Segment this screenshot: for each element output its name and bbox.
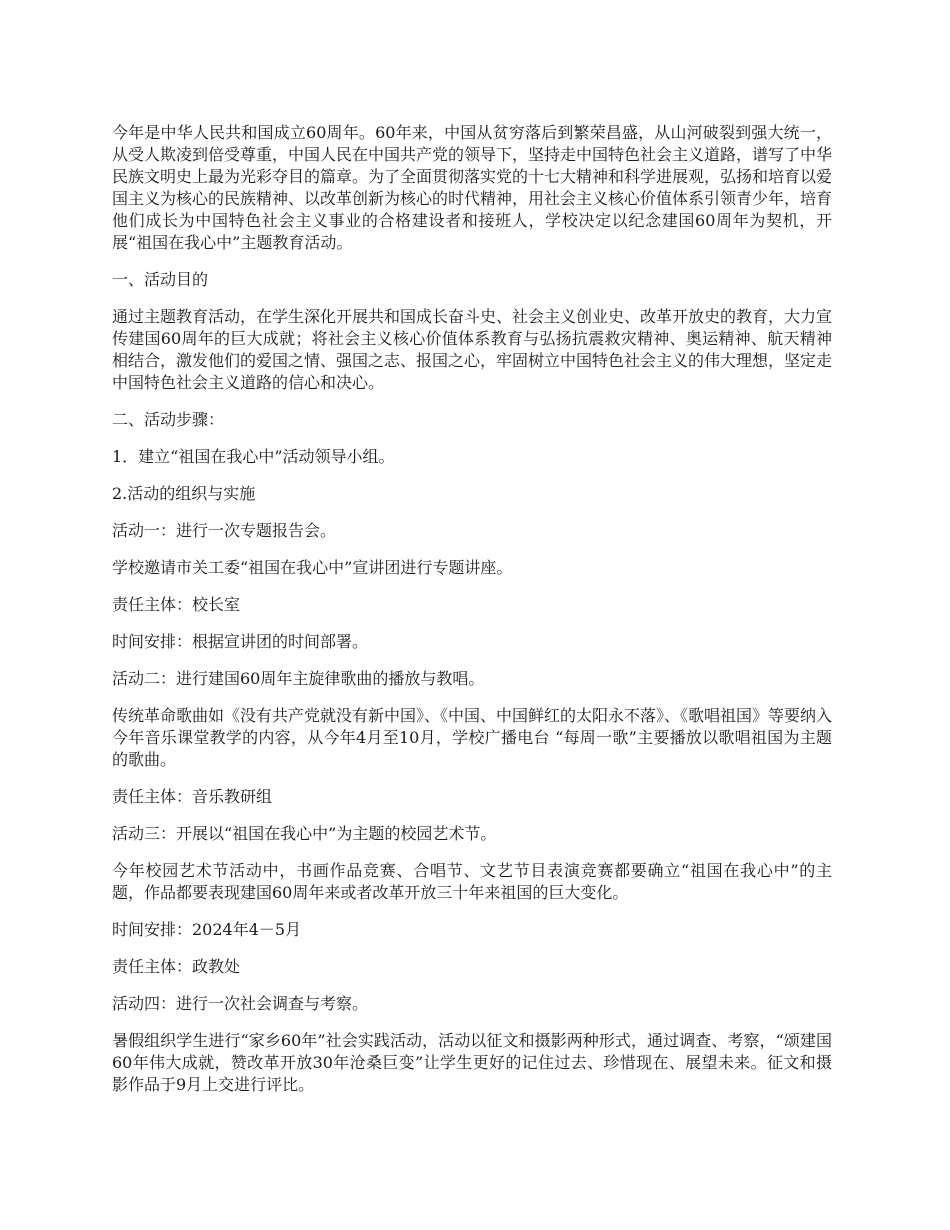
activity-3-title: 活动三：开展以“祖国在我心中”为主题的校园艺术节。 — [112, 824, 497, 843]
activity-2-owner: 责任主体：音乐教研组 — [112, 787, 273, 806]
step-1: 1．建立“祖国在我心中”活动领导小组。 — [112, 447, 395, 466]
activity-3-description: 今年校园艺术节活动中，书画作品竞赛、合唱节、文艺节目表演竞赛都要确立“祖国在我心中”的主题，作品都要表现建国60周年来或者改革开放三十年来祖国的巨大变化。 — [112, 861, 832, 902]
activity-1-title: 活动一：进行一次专题报告会。 — [112, 521, 337, 540]
activity-2-title: 活动二：进行建国60周年主旋律歌曲的播放与教唱。 — [112, 669, 485, 688]
activity-3-owner: 责任主体：政教处 — [112, 957, 241, 976]
step-2: 2.活动的组织与实施 — [112, 484, 256, 503]
activity-1-description: 学校邀请市关工委“祖国在我心中”宣讲团进行专题讲座。 — [112, 558, 513, 577]
section-heading-steps: 二、活动步骤： — [112, 410, 225, 429]
purpose-paragraph: 通过主题教育活动，在学生深化开展共和国成长奋斗史、社会主义创业史、改革开放史的教育，大力宣传建国60周年的巨大成就；将社会主义核心价值体系教育与弘扬抗震救灾精神、奥运精神、航天精神相结合，激发他们的爱国之情、强国之志、报国之心，牢固树立中国特色社会主义的伟大理想，坚定走中国特色社会主义道路的信心和决心。 — [112, 307, 833, 392]
activity-1-owner: 责任主体：校长室 — [112, 595, 241, 614]
activity-3-schedule: 时间安排：2024年4－5月 — [112, 920, 302, 939]
intro-paragraph: 今年是中华人民共和国成立60周年。60年来，中国从贫穷落后到繁荣昌盛，从山河破裂到强大统一，从受人欺凌到倍受尊重，中国人民在中国共产党的领导下，坚持走中国特色社会主义道路，谱写了中华民族文明史上最为光彩夺目的篇章。为了全面贯彻落实党的十七大精神和科学进展观，弘扬和培育以爱国主义为核心的民族精神、以改革创新为核心的时代精神，用社会主义核心价值体系引领青少年，培育他们成长为中国特色社会主义事业的合格建设者和接班人，学校决定以纪念建国60周年为契机，开展“祖国在我心中”主题教育活动。 — [112, 123, 833, 252]
document-page — [112, 122, 832, 1111]
activity-4-title: 活动四：进行一次社会调查与考察。 — [112, 994, 369, 1013]
section-heading-purpose: 一、活动目的 — [112, 270, 209, 289]
activity-4-description: 暑假组织学生进行“家乡60年”社会实践活动，活动以征文和摄影两种形式，通过调查、考察，“颂建国60年伟大成就，赞改革开放30年沧桑巨变”让学生更好的记住过去、珍惜现在、展望未来。征文和摄影作品于9月上交进行评比。 — [112, 1031, 832, 1094]
activity-2-description: 传统革命歌曲如《没有共产党就没有新中国》、《中国、中国鲜红的太阳永不落》、《歌唱祖国》等要纳入今年音乐课堂教学的内容，从今年4月至10月，学校广播电台 “每周一歌”主要播放以歌唱祖国为主题的歌曲。 — [112, 706, 833, 769]
activity-1-schedule: 时间安排：根据宣讲团的时间部署。 — [112, 632, 369, 651]
